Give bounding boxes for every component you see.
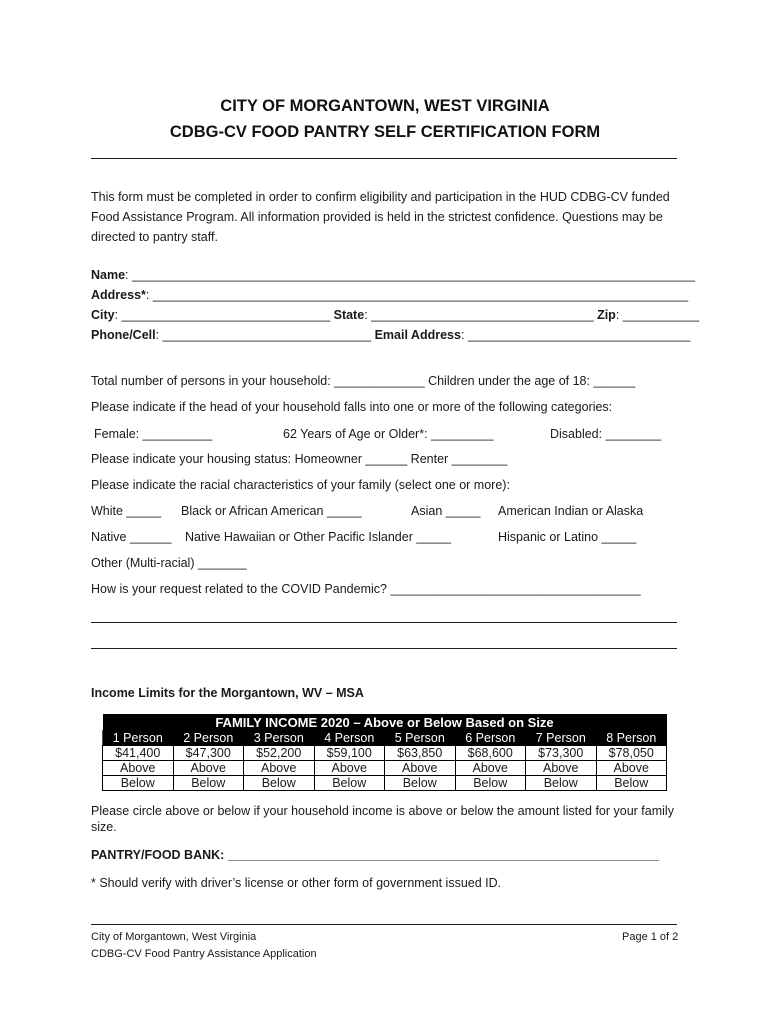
footnote: * Should verify with driver’s license or other form of government issued ID. bbox=[91, 876, 502, 890]
american-indian-field[interactable]: American Indian or Alaska bbox=[498, 504, 644, 518]
white-field[interactable]: White _____ bbox=[91, 504, 162, 518]
address-field[interactable]: Address*: _____________________________________________________________________________ bbox=[91, 288, 689, 302]
below-cell[interactable]: Below bbox=[103, 776, 174, 791]
income-table bbox=[102, 714, 667, 791]
pantry-field[interactable]: PANTRY/FOOD BANK: ______________________________________________________________ bbox=[91, 848, 659, 862]
table-row bbox=[103, 746, 667, 761]
housing-question: Please indicate your housing status: bbox=[91, 452, 292, 466]
form-title-city: CITY OF MORGANTOWN, WEST VIRGINIA bbox=[220, 97, 550, 115]
column-header: 7 Person bbox=[526, 731, 597, 746]
phone-label: Phone/Cell bbox=[91, 328, 156, 342]
city-state-zip-row[interactable]: City: ______________________________ State: ________________________________ Zip: ___________ bbox=[91, 308, 700, 322]
name-field[interactable]: Name: _________________________________________________________________________________ bbox=[91, 268, 696, 282]
column-header: 3 Person bbox=[244, 731, 315, 746]
head-of-household-question: Please indicate if the head of your household falls into one or more of the following categories: bbox=[91, 400, 613, 414]
amount-cell: $78,050 bbox=[596, 746, 667, 761]
city-label: City bbox=[91, 308, 115, 322]
below-cell[interactable]: Below bbox=[314, 776, 385, 791]
below-cell[interactable]: Below bbox=[596, 776, 667, 791]
above-cell[interactable]: Above bbox=[596, 761, 667, 776]
table-header-row bbox=[103, 731, 667, 746]
amount-cell: $68,600 bbox=[455, 746, 526, 761]
above-cell[interactable]: Above bbox=[455, 761, 526, 776]
column-header: 5 Person bbox=[385, 731, 456, 746]
table-row bbox=[103, 776, 667, 791]
pantry-label: PANTRY/FOOD BANK: bbox=[91, 848, 225, 862]
title-divider bbox=[91, 158, 677, 159]
female-field[interactable]: Female: __________ bbox=[94, 427, 213, 441]
footer-application: CDBG-CV Food Pantry Assistance Application bbox=[91, 948, 317, 960]
below-cell[interactable]: Below bbox=[173, 776, 244, 791]
column-header: 8 Person bbox=[596, 731, 667, 746]
above-cell[interactable]: Above bbox=[103, 761, 174, 776]
racial-question: Please indicate the racial characteristics of your family (select one or more): bbox=[91, 478, 510, 492]
table-row bbox=[103, 761, 667, 776]
below-cell[interactable]: Below bbox=[526, 776, 597, 791]
address-label: Address* bbox=[91, 288, 146, 302]
footer-city: City of Morgantown, West Virginia bbox=[91, 931, 257, 943]
total-persons-label: Total number of persons in your household: bbox=[91, 374, 331, 388]
column-header: 4 Person bbox=[314, 731, 385, 746]
above-cell[interactable]: Above bbox=[173, 761, 244, 776]
covid-answer-line-2[interactable] bbox=[91, 648, 677, 649]
covid-question: How is your request related to the COVID Pandemic? bbox=[91, 582, 387, 596]
housing-status-row[interactable]: Please indicate your housing status: Homeowner ______ Renter ________ bbox=[91, 452, 508, 466]
amount-cell: $52,200 bbox=[244, 746, 315, 761]
covid-question-field[interactable]: How is your request related to the COVID Pandemic? ____________________________________ bbox=[91, 582, 641, 596]
amount-cell: $47,300 bbox=[173, 746, 244, 761]
household-count-row[interactable]: Total number of persons in your household: _____________ Children under the age of 18: ______ bbox=[91, 374, 636, 388]
asian-field[interactable]: Asian _____ bbox=[411, 504, 481, 518]
other-multiracial-field[interactable]: Other (Multi-racial) _______ bbox=[91, 556, 247, 570]
disabled-field[interactable]: Disabled: ________ bbox=[550, 427, 662, 441]
form-title: CDBG-CV FOOD PANTRY SELF CERTIFICATION FORM bbox=[169, 123, 601, 141]
column-header: 1 Person bbox=[103, 731, 174, 746]
hawaiian-field[interactable]: Native Hawaiian or Other Pacific Islander _____ bbox=[185, 530, 452, 544]
amount-cell: $73,300 bbox=[526, 746, 597, 761]
children-label: Children under the age of 18: bbox=[428, 374, 590, 388]
column-header: 6 Person bbox=[455, 731, 526, 746]
age-62-field[interactable]: 62 Years of Age or Older*: _________ bbox=[283, 427, 494, 441]
phone-email-row[interactable]: Phone/Cell: ______________________________ Email Address: ________________________________ bbox=[91, 328, 691, 342]
footer-divider bbox=[91, 924, 677, 925]
above-cell[interactable]: Above bbox=[314, 761, 385, 776]
amount-cell: $59,100 bbox=[314, 746, 385, 761]
circle-instruction: Please circle above or below if your household income is above or below the amount listed for your family size. bbox=[91, 804, 674, 834]
below-cell[interactable]: Below bbox=[385, 776, 456, 791]
above-cell[interactable]: Above bbox=[526, 761, 597, 776]
page-number: Page 1 of 2 bbox=[622, 931, 679, 943]
zip-label: Zip bbox=[597, 308, 616, 322]
column-header: 2 Person bbox=[173, 731, 244, 746]
above-cell[interactable]: Above bbox=[385, 761, 456, 776]
income-limits-heading: Income Limits for the Morgantown, WV – MSA bbox=[91, 686, 364, 700]
hispanic-field[interactable]: Hispanic or Latino _____ bbox=[498, 530, 637, 544]
state-label: State bbox=[333, 308, 365, 322]
email-label: Email Address bbox=[374, 328, 461, 342]
native-field[interactable]: Native ______ bbox=[91, 530, 172, 544]
income-table-title: FAMILY INCOME 2020 – Above or Below Based on Size bbox=[103, 714, 667, 731]
amount-cell: $63,850 bbox=[385, 746, 456, 761]
covid-answer-line-1[interactable] bbox=[91, 622, 677, 623]
name-label: Name bbox=[91, 268, 126, 282]
below-cell[interactable]: Below bbox=[244, 776, 315, 791]
amount-cell: $41,400 bbox=[103, 746, 174, 761]
below-cell[interactable]: Below bbox=[455, 776, 526, 791]
black-field[interactable]: Black or African American _____ bbox=[181, 504, 362, 518]
above-cell[interactable]: Above bbox=[244, 761, 315, 776]
intro-paragraph: This form must be completed in order to confirm eligibility and participation in the HUD CDBG-CV funded Food Assistance Program. All information provided is held in the strictest confidence. Questions may be directed to pantry staff. bbox=[91, 190, 670, 244]
